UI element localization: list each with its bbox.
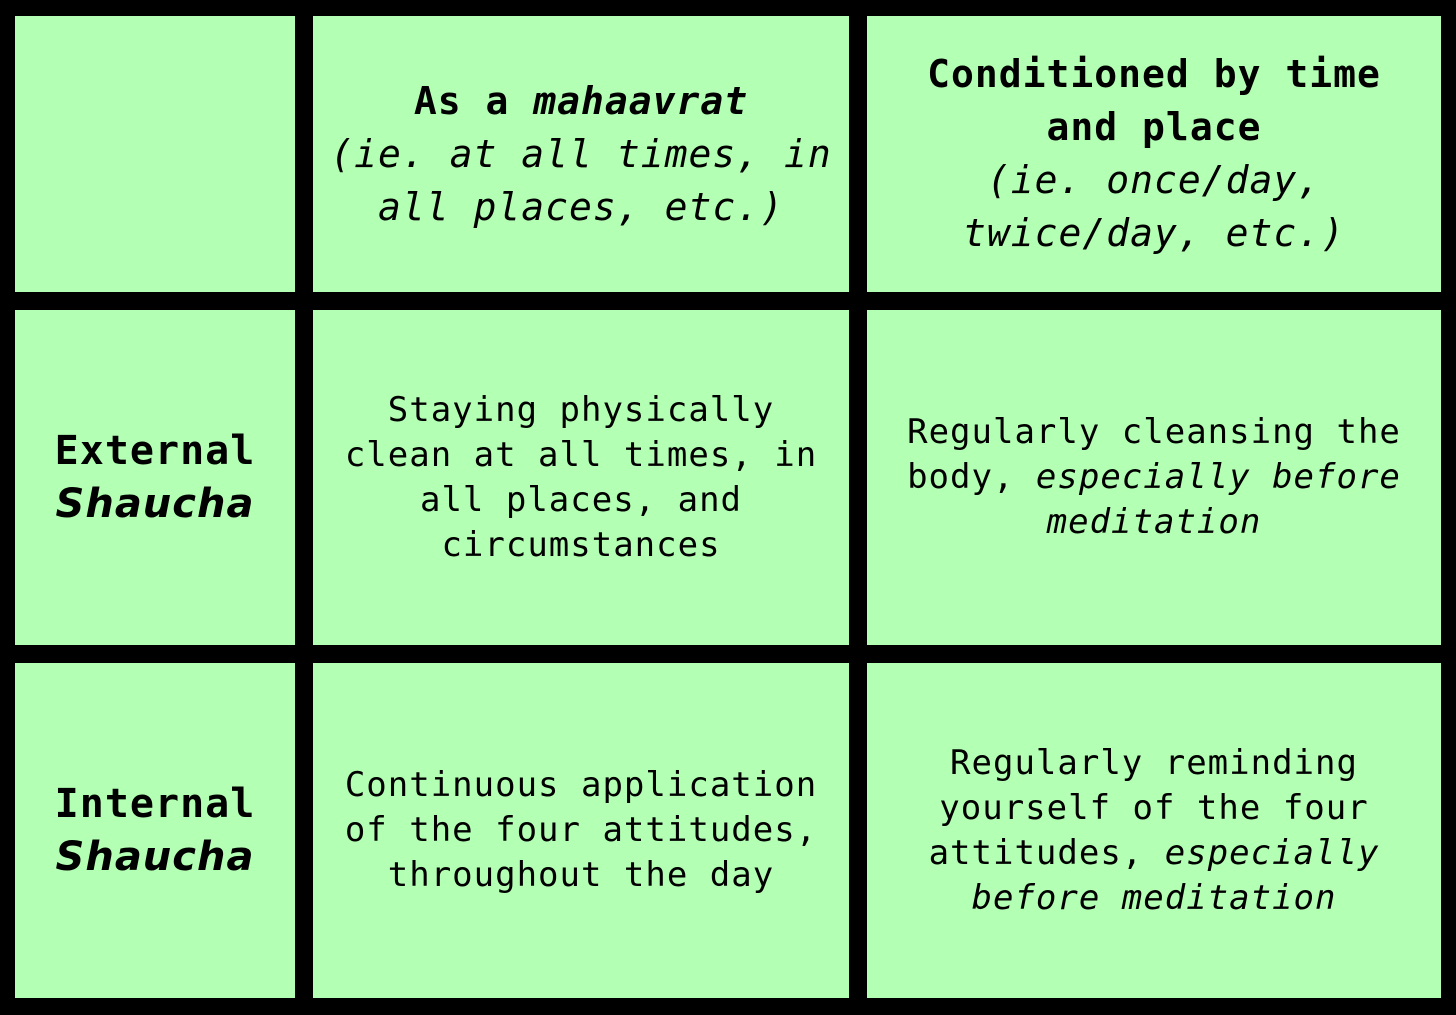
external-mahaavrat-cell	[313, 310, 849, 645]
internal-mahaavrat-cell	[313, 663, 849, 998]
header-mahaavrat-note: (ie. at all times, in all places, etc.)	[330, 131, 832, 229]
header-conditioned-title: Conditioned by time and place	[927, 52, 1381, 149]
external-conditioned-plain: Regularly cleansing the body,	[907, 412, 1423, 497]
external-mahaavrat-text: Staying physically clean at all times, in all places, and circumstances	[344, 389, 818, 565]
internal-conditioned-cell	[867, 663, 1441, 998]
header-mahaavrat-title	[329, 75, 833, 128]
internal-mahaavrat-text: Continuous application of the four attitudes, throughout the day	[344, 765, 818, 895]
row-label-external	[15, 310, 295, 645]
header-mahaavrat-title-prefix: As a	[413, 78, 534, 123]
row-label-internal	[15, 663, 295, 998]
row-label-external-main: External	[54, 427, 256, 474]
header-conditioned	[867, 16, 1441, 292]
external-conditioned-cell	[867, 310, 1441, 645]
header-conditioned-note: (ie. once/day, twice/day, etc.)	[962, 158, 1346, 255]
row-label-internal-sub: Shaucha	[55, 833, 255, 880]
internal-conditioned-text	[883, 741, 1425, 921]
internal-conditioned-emphasis: especially before meditation	[971, 832, 1380, 918]
header-mahaavrat-title-emphasis: mahaavrat	[533, 78, 749, 123]
row-label-internal-main: Internal	[54, 780, 256, 827]
external-conditioned-emphasis: especially before meditation	[1035, 457, 1401, 542]
internal-conditioned-plain: Regularly reminding yourself of the four attitudes,	[928, 742, 1391, 873]
row-label-external-sub: Shaucha	[55, 480, 255, 527]
header-mahaavrat	[313, 16, 849, 292]
corner-empty-cell	[15, 16, 295, 292]
external-conditioned-text	[883, 410, 1425, 545]
